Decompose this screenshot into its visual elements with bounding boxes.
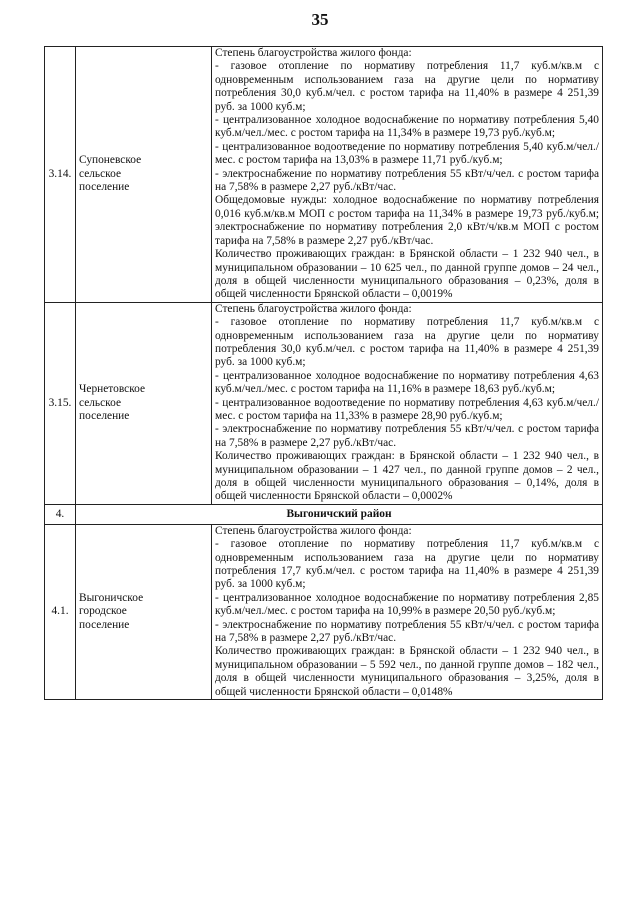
settlement-name-line: поселение bbox=[79, 409, 130, 422]
settlement-name-line: городское bbox=[79, 605, 127, 618]
row-number: 3.15. bbox=[45, 302, 76, 504]
table-row bbox=[45, 47, 603, 303]
district-row bbox=[45, 504, 603, 524]
paragraph: - централизованное холодное водоснабжение по нормативу потребления 4,63 куб.м/чел./мес. с ростом тарифа на 11,16% в размере 18,63 руб./куб.м; bbox=[215, 369, 599, 396]
paragraph: Количество проживающих граждан: в Брянской области – 1 232 940 чел., в муниципальном образовании – 1 427 чел., по данной группе домов – 2 чел., доля в общей численности муниципального образования – 0,14%, доля в общей численности Брянской области – 0,0002% bbox=[215, 450, 599, 503]
paragraph: Степень благоустройства жилого фонда: bbox=[215, 47, 412, 59]
paragraph: - электроснабжение по нормативу потребления 55 кВт/ч/чел. с ростом тарифа на 7,58% в размере 2,27 руб./кВт/час. bbox=[215, 618, 599, 645]
table-row bbox=[45, 524, 603, 699]
settlement-name-line: сельское bbox=[79, 396, 122, 409]
paragraph: - газовое отопление по нормативу потребления 11,7 куб.м/кв.м с одновременным использованием газа на другие цели по нормативу потребления 30,0 куб.м/чел. с ростом тарифа на 11,40% в размере 4 251,39 руб. за 1000 куб.м; bbox=[215, 316, 599, 369]
settlement-name-line: Чернетовское bbox=[79, 383, 146, 396]
settlement-name bbox=[76, 47, 212, 303]
paragraph: - централизованное водоотведение по нормативу потребления 5,40 куб.м/чел./мес. с ростом тарифа на 13,03% в размере 11,71 руб./куб.м; bbox=[215, 140, 599, 167]
paragraph: - централизованное водоотведение по нормативу потребления 4,63 куб.м/чел./мес. с ростом тарифа на 11,33% в размере 28,90 руб./куб.м; bbox=[215, 396, 599, 422]
page-number: 35 bbox=[311, 10, 329, 29]
settlement-name-line: Супоневское bbox=[79, 154, 142, 167]
paragraph: - централизованное холодное водоснабжение по нормативу потребления 2,85 куб.м/чел./мес. с ростом тарифа на 10,99% в размере 20,50 руб./куб.м; bbox=[215, 591, 599, 618]
tariff-table bbox=[44, 46, 603, 700]
table-row bbox=[45, 302, 603, 504]
paragraph: Количество проживающих граждан: в Брянской области – 1 232 940 чел., в муниципальном образовании – 10 625 чел., по данной группе домов – 24 чел., доля в общей численности муниципального образования – 0,23%, доля в общей численности Брянской области – 0,0019% bbox=[215, 248, 599, 301]
settlement-name bbox=[76, 524, 212, 699]
paragraph: - электроснабжение по нормативу потребления 55 кВт/ч/чел. с ростом тарифа на 7,58% в размере 2,27 руб./кВт/час. bbox=[215, 167, 599, 194]
settlement-name-line: поселение bbox=[79, 618, 130, 631]
settlement-description bbox=[212, 47, 603, 303]
row-number: 4.1. bbox=[45, 524, 76, 699]
paragraph: Степень благоустройства жилого фонда: bbox=[215, 302, 412, 315]
settlement-description bbox=[212, 302, 603, 504]
paragraph: - централизованное холодное водоснабжение по нормативу потребления 5,40 куб.м/чел./мес. с ростом тарифа на 11,34% в размере 19,73 руб./куб.м; bbox=[215, 114, 599, 140]
row-number: 4. bbox=[45, 504, 76, 524]
paragraph: - газовое отопление по нормативу потребления 11,7 куб.м/кв.м с одновременным использованием газа на другие цели по нормативу потребления 17,7 куб.м/чел. с ростом тарифа на 11,40% в размере 4 251,39 руб. за 1000 куб.м; bbox=[215, 538, 599, 591]
row-number: 3.14. bbox=[45, 47, 76, 303]
settlement-name bbox=[76, 302, 212, 504]
paragraph: - газовое отопление по нормативу потребления 11,7 куб.м/кв.м с одновременным использованием газа на другие цели по нормативу потребления 30,0 куб.м/чел. с ростом тарифа на 11,40% в размере 4 251,39 руб. за 1000 куб.м; bbox=[215, 60, 599, 113]
settlement-description bbox=[212, 524, 603, 699]
paragraph: Общедомовые нужды: холодное водоснабжение по нормативу потребления 0,016 куб.м/кв.м МОП с ростом тарифа на 11,34% в размере 19,73 руб./куб.м; электроснабжение по нормативу потребления 2,0 кВт/ч/кв.м МОП с ростом тарифа на 7,58% в размере 2,27 руб./кВт/час. bbox=[215, 194, 599, 247]
settlement-name-line: сельское bbox=[79, 167, 122, 180]
paragraph: - электроснабжение по нормативу потребления 55 кВт/ч/чел. с ростом тарифа на 7,58% в размере 2,27 руб./кВт/час. bbox=[215, 423, 599, 449]
settlement-name-line: поселение bbox=[79, 181, 130, 194]
district-title: Выгоничский район bbox=[76, 504, 603, 524]
paragraph: Степень благоустройства жилого фонда: bbox=[215, 524, 412, 537]
settlement-name-line: Выгоничское bbox=[79, 591, 144, 604]
paragraph: Количество проживающих граждан: в Брянской области – 1 232 940 чел., в муниципальном образовании – 5 592 чел., по данной группе домов – 182 чел., доля в общей численности муниципального образования – 3,25%, доля в общей численности Брянской области – 0,0148% bbox=[215, 645, 599, 698]
